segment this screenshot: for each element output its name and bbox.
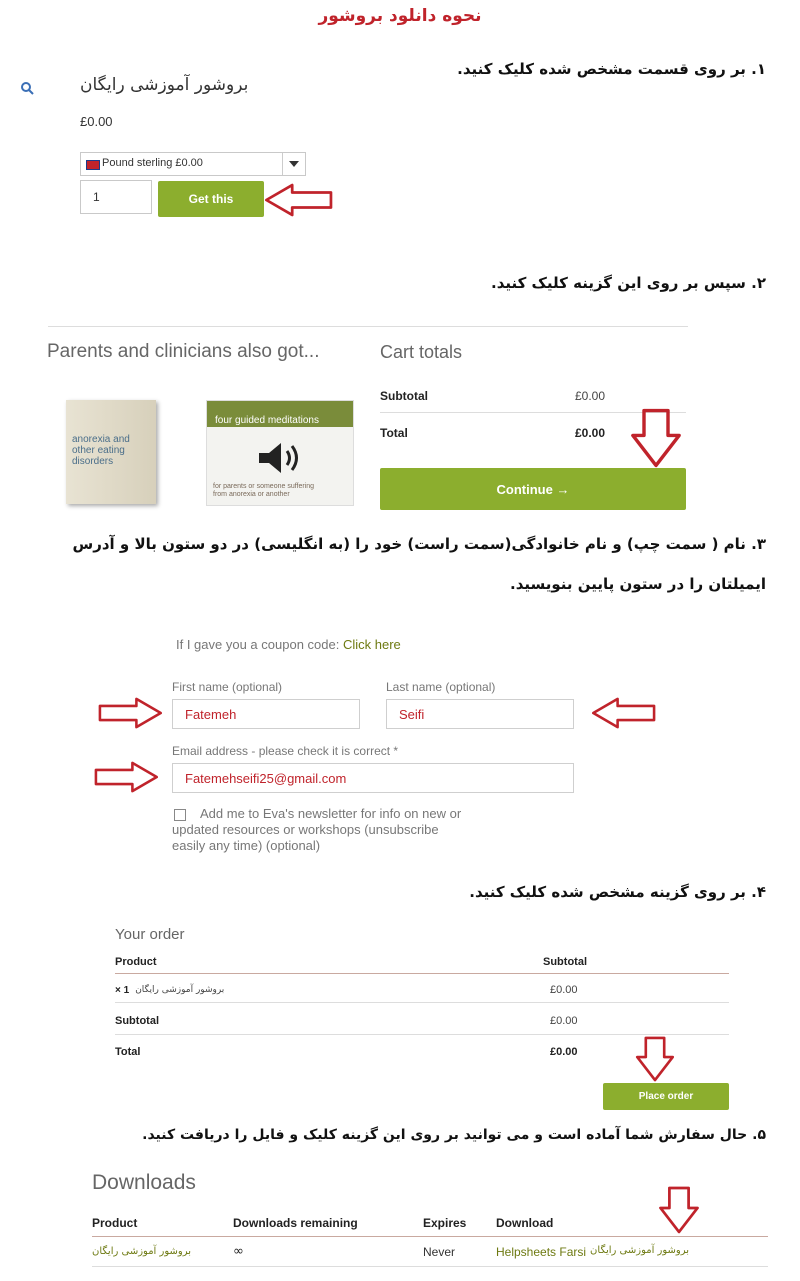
divider xyxy=(92,1236,768,1237)
book2-header: four guided meditations xyxy=(215,415,319,426)
step3-instruction-line1: ۳. نام ( سمت چپ) و نام خانوادگی(سمت راست) خود را (به انگلیسی) در دو ستون بالا و آدرس xyxy=(72,535,766,553)
coupon-text: If I gave you a coupon code: xyxy=(176,637,340,652)
email-field[interactable]: Fatemehseifi25@gmail.com xyxy=(172,763,574,793)
get-this-button[interactable]: Get this xyxy=(158,181,264,217)
cart-total-label: Total xyxy=(380,426,408,440)
newsletter-line3: easily any time) (optional) xyxy=(172,838,321,853)
quantity-value: 1 xyxy=(93,190,100,204)
newsletter-line2: updated resources or workshops (unsubscribe xyxy=(172,822,439,837)
cart-totals-heading: Cart totals xyxy=(380,342,463,362)
coupon-link[interactable]: Click here xyxy=(342,637,401,652)
arrow-down-icon xyxy=(628,1036,682,1082)
newsletter-line1: Add me to Eva's newsletter for info on new or xyxy=(200,806,462,821)
order-total-label: Total xyxy=(115,1046,141,1058)
arrow-left-icon xyxy=(265,178,333,222)
cart-total-value: £0.00 xyxy=(575,426,606,440)
first-name-field[interactable]: Fatemeh xyxy=(172,699,360,729)
download-link-prefix: Helpsheets Farsi xyxy=(496,1245,587,1259)
order-subtotal-value: £0.00 xyxy=(550,1015,578,1027)
chevron-down-icon[interactable] xyxy=(282,153,305,175)
first-name-label: First name (optional) xyxy=(172,680,283,694)
downloads-col-download: Download xyxy=(496,1216,554,1230)
book2-caption: for parents or someone suffering from anorexia or another xyxy=(213,483,315,498)
currency-select[interactable] xyxy=(80,152,306,176)
last-name-field[interactable]: Seifi xyxy=(386,699,574,729)
divider xyxy=(92,1266,768,1267)
currency-select-value: Pound sterling £0.00 xyxy=(102,157,203,169)
your-order-heading: Your order xyxy=(115,926,185,943)
step1-instruction: ۱. بر روی قسمت مشخص شده کلیک کنید. xyxy=(457,60,766,78)
book-cover-meditations[interactable] xyxy=(206,400,354,506)
download-row-product[interactable]: بروشور آموزشی رایگان xyxy=(92,1246,192,1257)
quantity-input[interactable] xyxy=(80,180,152,214)
divider xyxy=(115,1034,729,1035)
search-icon[interactable] xyxy=(20,80,34,94)
flag-icon xyxy=(86,160,100,170)
download-row-remaining: ∞ xyxy=(233,1244,244,1259)
downloads-col-product: Product xyxy=(92,1216,138,1230)
arrow-right-icon xyxy=(94,760,158,794)
order-total-value: £0.00 xyxy=(550,1046,578,1058)
newsletter-checkbox[interactable] xyxy=(174,809,186,821)
coupon-prompt xyxy=(176,637,401,652)
order-subtotal-label: Subtotal xyxy=(115,1015,159,1027)
divider xyxy=(48,326,688,327)
step2-instruction: ۲. سپس بر روی این گزینه کلیک کنید. xyxy=(491,274,766,292)
also-got-heading: Parents and clinicians also got... xyxy=(47,341,320,362)
continue-button[interactable]: Continue → xyxy=(380,468,686,510)
page-title: نحوه دانلود بروشور xyxy=(318,6,482,26)
download-row-expires: Never xyxy=(423,1245,456,1259)
divider xyxy=(115,1002,729,1003)
download-link-fa: بروشور آموزشی رایگان xyxy=(590,1245,690,1256)
speaker-icon xyxy=(257,441,307,479)
order-item-price: £0.00 xyxy=(550,984,578,996)
order-col-product: Product xyxy=(115,956,157,968)
order-item-name: بروشور آموزشی رایگان xyxy=(135,985,225,995)
arrow-right-icon xyxy=(98,696,162,730)
downloads-heading: Downloads xyxy=(92,1171,196,1194)
product-name: بروشور آموزشی رایگان xyxy=(80,75,249,95)
book-cover-anorexia[interactable] xyxy=(66,400,156,504)
step4-instruction: ۴. بر روی گزینه مشخص شده کلیک کنید. xyxy=(469,883,766,901)
arrow-down-icon xyxy=(646,1186,712,1234)
arrow-left-icon xyxy=(592,696,656,730)
cart-subtotal-label: Subtotal xyxy=(380,389,428,403)
order-item-qty: × 1 xyxy=(115,985,130,996)
downloads-col-expires: Expires xyxy=(423,1216,467,1230)
step3-instruction-line2: ایمیلتان را در ستون پایین بنویسید. xyxy=(510,575,766,593)
email-label: Email address - please check it is correct * xyxy=(172,744,399,758)
order-col-subtotal: Subtotal xyxy=(543,956,587,968)
downloads-col-remaining: Downloads remaining xyxy=(233,1216,358,1230)
book1-title: anorexia and other eating disorders xyxy=(72,434,130,467)
order-item xyxy=(115,985,224,996)
place-order-button[interactable]: Place order xyxy=(603,1083,729,1110)
step5-instruction: ۵. حال سفارش شما آماده است و می توانید بر روی این گزینه کلیک و فایل را دریافت کنید. xyxy=(142,1127,766,1143)
last-name-label: Last name (optional) xyxy=(386,680,496,694)
cart-subtotal-value: £0.00 xyxy=(575,389,606,403)
product-price: £0.00 xyxy=(80,114,113,129)
arrow-down-icon xyxy=(620,408,692,468)
divider xyxy=(115,973,729,974)
download-link[interactable] xyxy=(496,1245,689,1259)
